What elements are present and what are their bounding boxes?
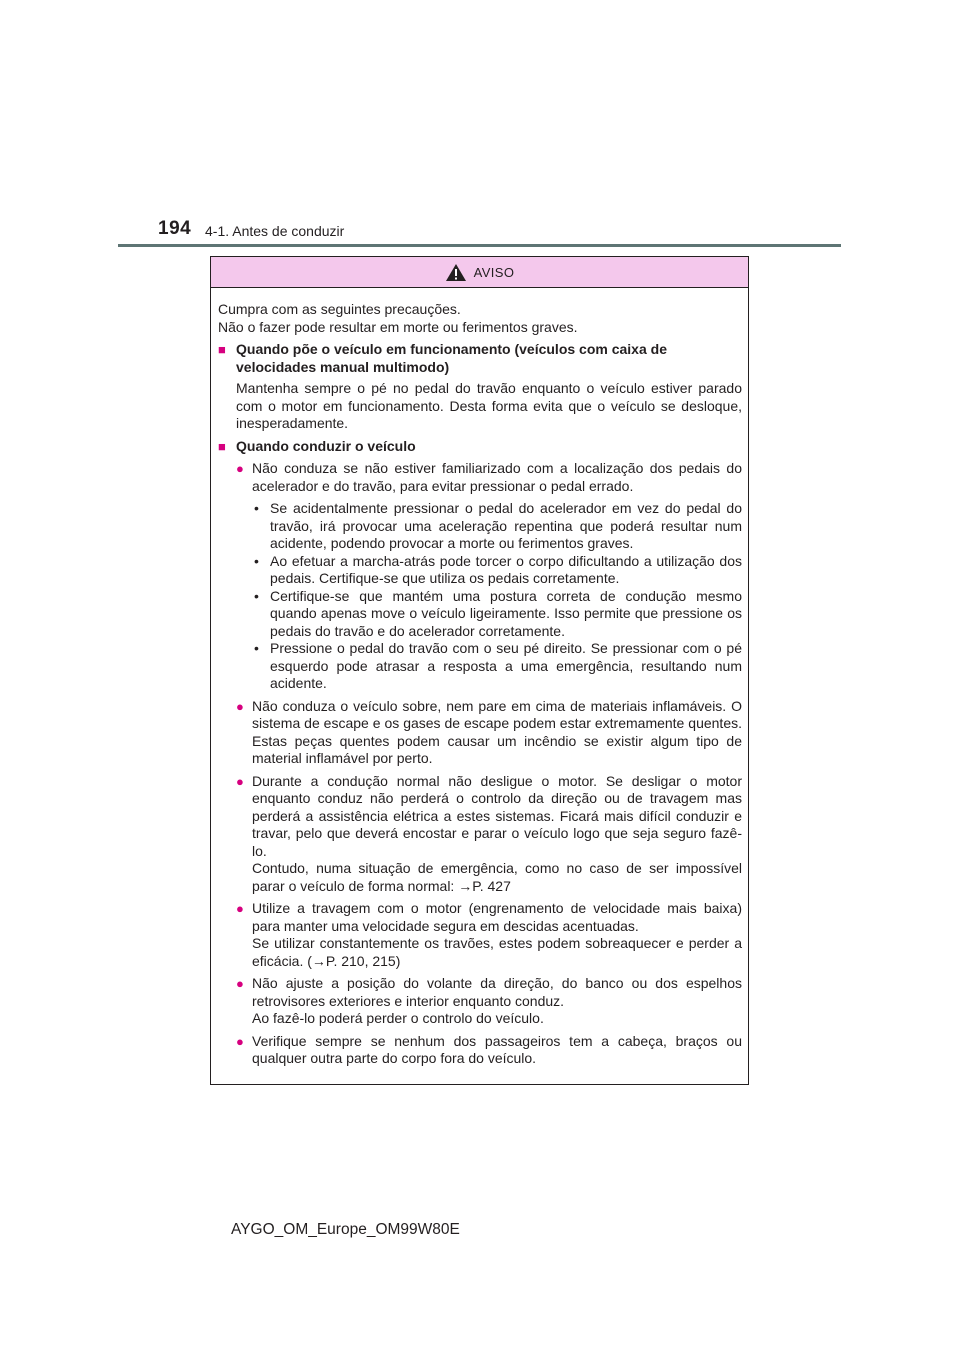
list-item xyxy=(236,1033,742,1068)
page-number: 194 xyxy=(158,218,192,239)
list-item xyxy=(236,975,742,1028)
sub-list-item: • Se acidentalmente pressionar o pedal do acelerador em vez do pedal do travão, irá provocar uma aceleração repentina que poderá resultar num acidente, podendo provocar a morte ou ferimentos graves. xyxy=(254,500,742,551)
intro-line-1: Cumpra com as seguintes precauções. xyxy=(218,301,461,317)
circle-bullet-icon: ● xyxy=(236,901,244,916)
warning-intro xyxy=(218,301,742,336)
dot-bullet-icon: • xyxy=(254,500,259,516)
list-item xyxy=(236,773,742,896)
circle-bullet-icon: ● xyxy=(236,773,244,789)
circle-bullet-icon: ● xyxy=(236,461,244,476)
circle-bullet-icon: ● xyxy=(236,1033,244,1049)
intro-line-2: Não o fazer pode resultar em morte ou ferimentos graves. xyxy=(218,318,578,335)
topic-title-text: Quando põe o veículo em funcionamento (veículos com caixa de velocidades manual multimodo) xyxy=(236,341,667,375)
item-text: Se utilizar constantemente os travões, estes podem sobreaquecer e perder a eficácia. (→P. 210, 215) xyxy=(252,935,742,969)
square-bullet-icon: ■ xyxy=(218,438,226,454)
section-title: 4-1. Antes de conduzir xyxy=(205,223,345,239)
item-text: Durante a condução normal não desligue o motor. Se desligar o motor enquanto conduz não perderá o controlo da direção ou de travagem mas perderá a assistência elétrica a estes sistemas. Ficará mais difícil conduzir e travar, pelo que deverá encostar e parar o veículo logo que seja seguro fazê-lo. xyxy=(252,772,742,859)
sub-list-item: • Certifique-se que mantém uma postura correta de condução mesmo quando apenas move o veículo ligeiramente. Isso permite que pressione os pedais do travão e do acelerador corretamente. xyxy=(254,587,742,639)
warning-body xyxy=(211,288,748,1068)
circle-bullet-icon: ● xyxy=(236,976,244,991)
warning-header xyxy=(211,257,748,288)
item-text: Verifique sempre se nenhum dos passageiros tem a cabeça, braços ou qualquer outra parte do corpo fora do veículo. xyxy=(252,1032,742,1066)
topic-title xyxy=(218,341,742,376)
sub-list-item: • Ao efetuar a marcha-atrás pode torcer o corpo dificultando a utilização dos pedais. Certifique-se que utiliza os pedais corretamente. xyxy=(254,552,742,586)
item-text: Ao fazê-lo poderá perder o controlo do veículo. xyxy=(252,1010,544,1026)
circle-bullet-icon: ● xyxy=(236,698,244,714)
header-rule xyxy=(118,244,841,247)
sub-list xyxy=(252,500,742,693)
square-bullet-icon: ■ xyxy=(218,342,226,357)
item-text: Contudo, numa situação de emergência, como no caso de ser impossível parar o veículo de forma normal: →P. 427 xyxy=(252,860,742,894)
sub-list-item: • Pressione o pedal do travão com o seu pé direito. Se pressionar com o pé esquerdo pode atrasar a resposta a uma emergência, resultando num acidente. xyxy=(254,640,742,691)
warning-triangle-icon xyxy=(445,263,467,282)
list-item xyxy=(236,460,742,693)
topic-title xyxy=(218,438,742,456)
warning-box xyxy=(210,256,749,1085)
list-item xyxy=(236,900,742,970)
topic-starting xyxy=(218,341,742,433)
item-text: Não conduza se não estiver familiarizado com a localização dos pedais do acelerador e do travão, para evitar pressionar o pedal errado. xyxy=(252,460,742,494)
list-item xyxy=(236,698,742,768)
item-text: Não conduza o veículo sobre, nem pare em cima de materiais inflamáveis. O sistema de escape e os gases de escape podem estar extremamente quentes. Estas peças quentes podem causar um incêndio se existir algum tipo de material inflamável por perto. xyxy=(252,697,742,766)
topic-description: Mantenha sempre o pé no pedal do travão enquanto o veículo estiver parado com o motor em funcionamento. Desta forma evita que o veículo se desloque, inesperadamente. xyxy=(236,380,742,431)
item-text: Não ajuste a posição do volante da direção, do banco ou dos espelhos retrovisores exteriores e interior enquanto conduz. xyxy=(252,975,742,1009)
document-code: AYGO_OM_Europe_OM99W80E xyxy=(231,1221,460,1238)
topic-driving xyxy=(218,438,742,1068)
dot-bullet-icon: • xyxy=(254,640,259,656)
topic-title-text: Quando conduzir o veículo xyxy=(236,437,416,454)
dot-bullet-icon: • xyxy=(254,587,259,604)
item-text: Utilize a travagem com o motor (engrenamento de velocidade mais baixa) para manter uma velocidade segura em descidas acentuadas. xyxy=(252,900,742,934)
warning-label: AVISO xyxy=(473,264,515,280)
dot-bullet-icon: • xyxy=(254,552,259,569)
